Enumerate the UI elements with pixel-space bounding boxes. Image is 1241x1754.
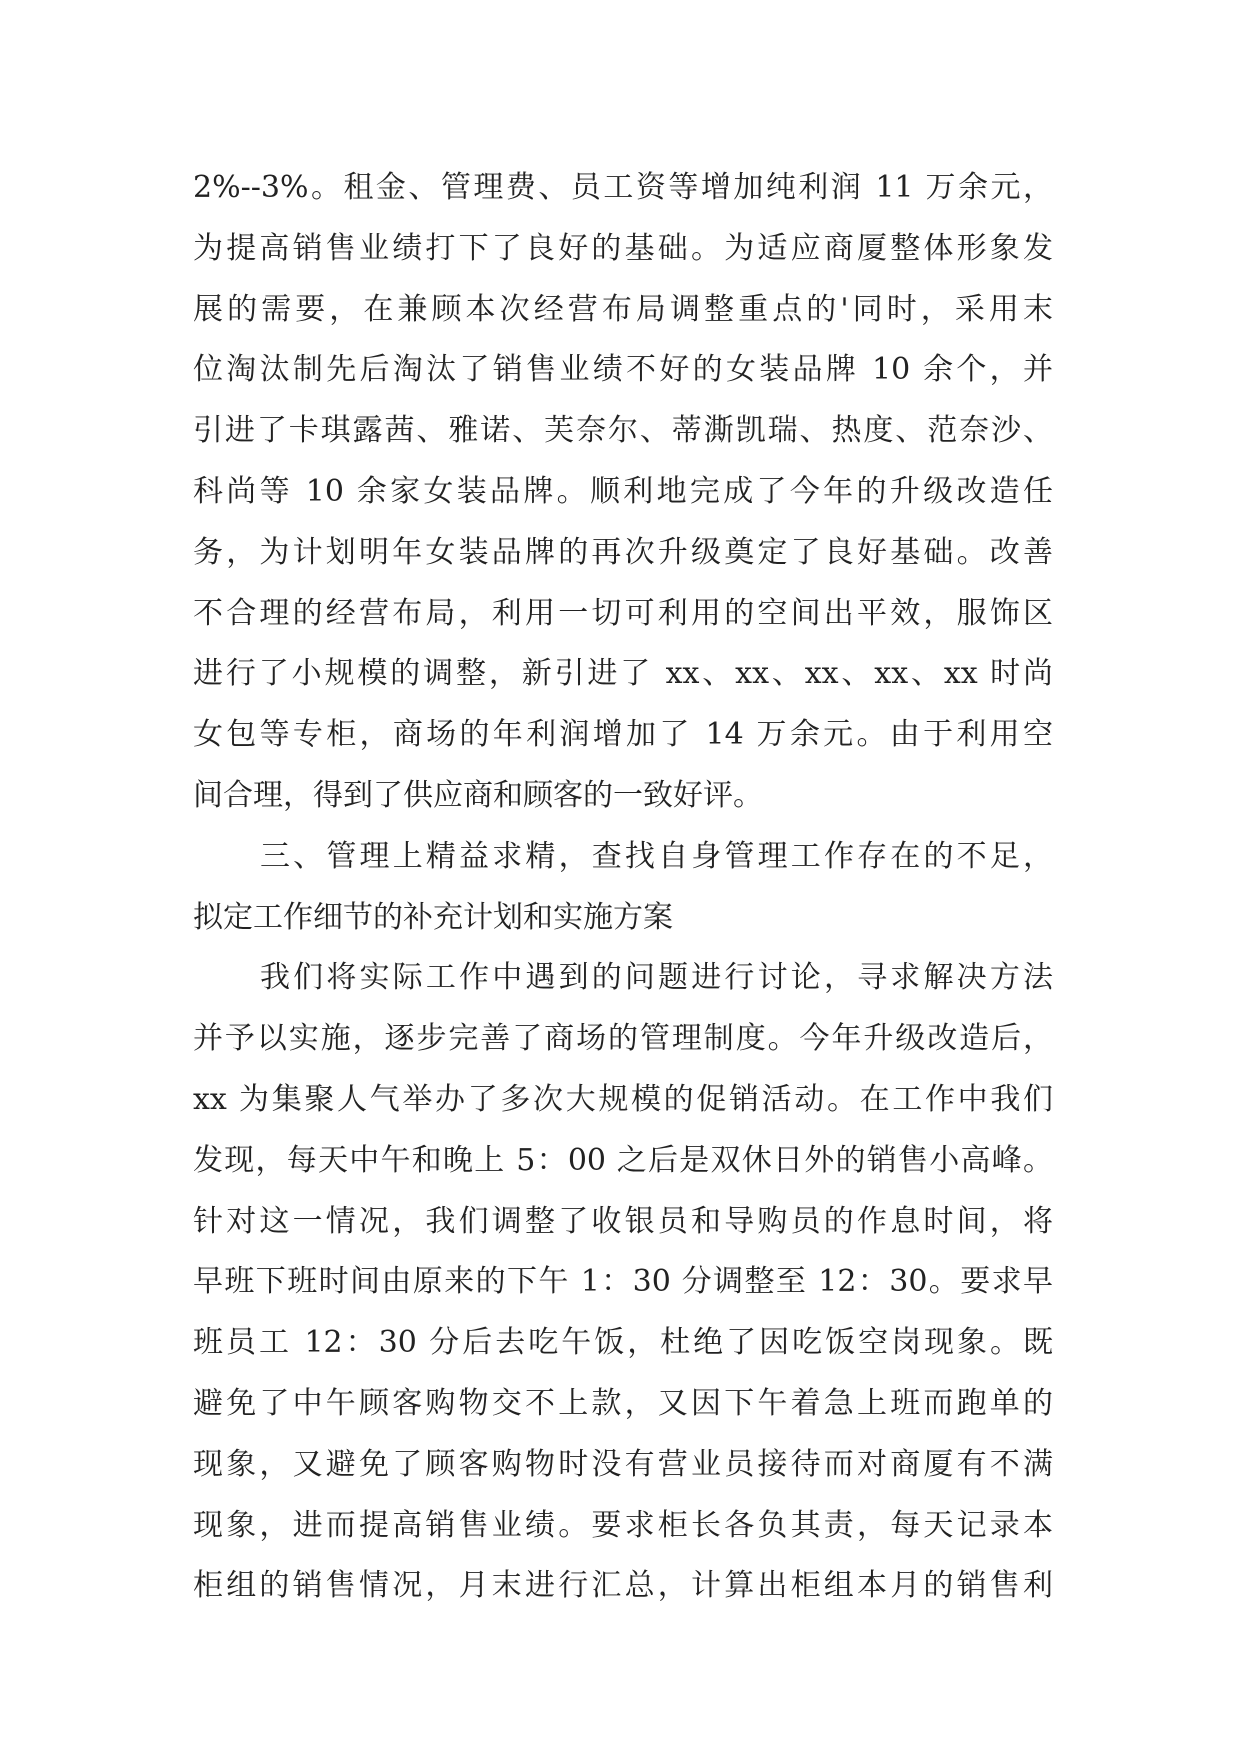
text-line: 三、管理上精益求精，查找自身管理工作存在的不足，: [260, 838, 1053, 874]
text-line: 早班下班时间由原来的下午 1：30 分调整至 12：30。要求早: [193, 1264, 1053, 1300]
text-line: 不合理的经营布局，利用一切可利用的空间出平效，服饰区: [193, 595, 1053, 631]
text-line: 间合理，得到了供应商和顾客的一致好评。: [193, 777, 763, 813]
text-line: 发现，每天中午和晚上 5：00 之后是双休日外的销售小高峰。: [193, 1142, 1053, 1178]
text-line: 拟定工作细节的补充计划和实施方案: [193, 899, 673, 935]
text-line: 柜组的销售情况，月末进行汇总，计算出柜组本月的销售利: [193, 1568, 1053, 1604]
text-line: 为提高销售业绩打下了良好的基础。为适应商厦整体形象发: [193, 230, 1053, 266]
text-line: 并予以实施，逐步完善了商场的管理制度。今年升级改造后，: [193, 1021, 1053, 1057]
text-line: 避免了中午顾客购物交不上款，又因下午着急上班而跑单的: [193, 1385, 1053, 1421]
text-line: 班员工 12：30 分后去吃午饭，杜绝了因吃饭空岗现象。既: [193, 1325, 1053, 1361]
text-line: 我们将实际工作中遇到的问题进行讨论，寻求解决方法: [260, 960, 1053, 996]
text-line: 现象，进而提高销售业绩。要求柜长各负其责，每天记录本: [193, 1507, 1053, 1543]
text-line: 进行了小规模的调整，新引进了 xx、xx、xx、xx、xx 时尚: [193, 656, 1053, 692]
text-line: 展的需要，在兼顾本次经营布局调整重点的'同时，采用末: [193, 291, 1053, 327]
text-line: xx 为集聚人气举办了多次大规模的促销活动。在工作中我们: [193, 1081, 1053, 1117]
text-line: 位淘汰制先后淘汰了销售业绩不好的女装品牌 10 余个，并: [193, 352, 1053, 388]
text-line: 科尚等 10 余家女装品牌。顺利地完成了今年的升级改造任: [193, 473, 1053, 509]
text-line: 女包等专柜，商场的年利润增加了 14 万余元。由于利用空: [193, 717, 1053, 753]
text-line: 现象，又避免了顾客购物时没有营业员接待而对商厦有不满: [193, 1446, 1053, 1482]
document-body: [193, 158, 1053, 1617]
text-line: 2%--3%。租金、管理费、员工资等增加纯利润 11 万余元，: [193, 170, 1053, 205]
text-line: 务，为计划明年女装品牌的再次升级奠定了良好基础。改善: [193, 534, 1053, 570]
text-line: 针对这一情况，我们调整了收银员和导购员的作息时间，将: [193, 1203, 1053, 1239]
text-line: 引进了卡琪露茜、雅诺、芙奈尔、蒂澌凯瑞、热度、范奈沙、: [193, 413, 1053, 449]
